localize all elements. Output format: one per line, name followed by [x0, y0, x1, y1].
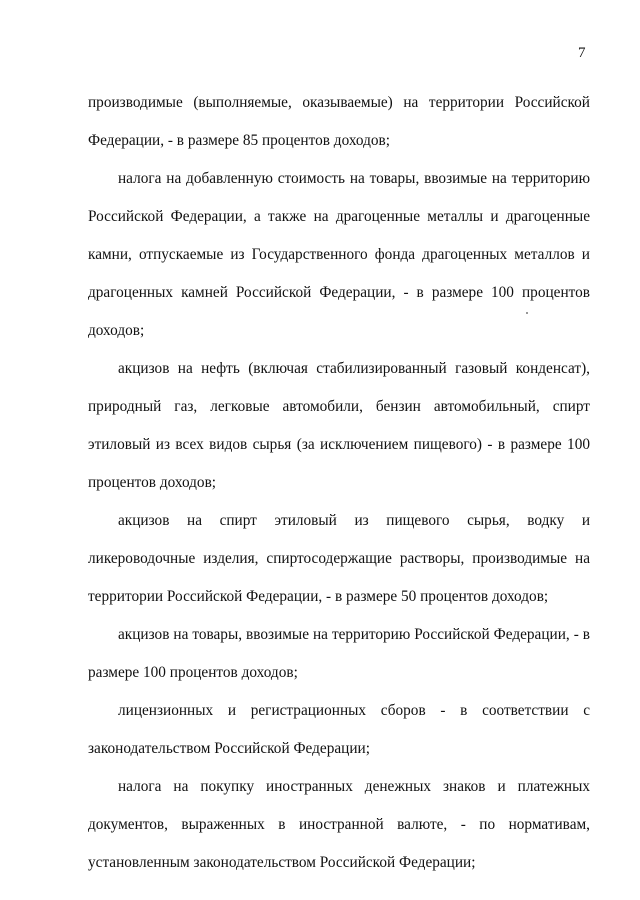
page-number: 7 — [578, 45, 586, 61]
paragraph-excise-imports: акцизов на товары, ввозимые на территорию Российской Федерации, - в размере 100 процентов доходов; — [88, 626, 590, 681]
scan-speck — [526, 312, 528, 314]
document-body — [88, 84, 590, 882]
paragraph-license-fees: лицензионных и регистрационных сборов - в соответствии с законодательством Российской Федерации; — [88, 702, 590, 757]
paragraph-excise-alcohol: акцизов на спирт этиловый из пищевого сырья, водку и ликероводочные изделия, спиртосодержащие растворы, производимые на территории Российской Федерации, - в размере 50 процентов доходов; — [88, 512, 590, 605]
paragraph-excise-oil-gas: акцизов на нефть (включая стабилизированный газовый конденсат), природный газ, легковые автомобили, бензин автомобильный, спирт этиловый из всех видов сырья (за исключением пищевого) - в размере 100 процентов доходов; — [88, 360, 590, 491]
paragraph-continuation: производимые (выполняемые, оказываемые) на территории Российской Федерации, - в размере 85 процентов доходов; — [88, 94, 590, 149]
paragraph-currency-tax: налога на покупку иностранных денежных знаков и платежных документов, выраженных в иностранной валюте, - по нормативам, установленным законодательством Российской Федерации; — [88, 778, 590, 871]
paragraph-vat: налога на добавленную стоимость на товары, ввозимые на территорию Российской Федерации, а также на драгоценные металлы и драгоценные камни, отпускаемые из Государственного фонда драгоценных металлов и драгоценных камней Российской Федерации, - в размере 100 процентов доходов; — [88, 170, 590, 339]
